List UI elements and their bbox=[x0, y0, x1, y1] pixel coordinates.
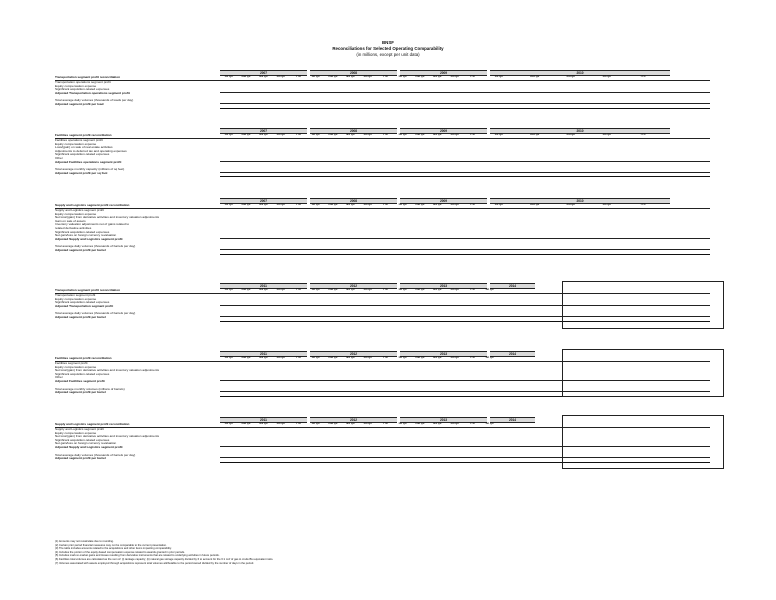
row-label: Total average monthly volumes (millions of barrels) bbox=[55, 386, 125, 391]
quarter-label: 1st Qtr bbox=[398, 288, 407, 291]
quarter-label: 4th Qtr bbox=[450, 288, 460, 291]
section-title: Transportation segment profit reconciliation bbox=[55, 75, 120, 79]
quarter-label: YTD bbox=[382, 75, 388, 78]
quarter-label: 4th Qtr bbox=[363, 75, 373, 78]
year-label: 2012 bbox=[349, 352, 358, 356]
header-rule bbox=[55, 80, 710, 81]
quarter-label: YTD bbox=[382, 422, 388, 425]
quarter-label: 3rd Qtr bbox=[566, 75, 576, 78]
quarter-label: 1st Qtr bbox=[494, 133, 504, 136]
quarter-label: 3rd Qtr bbox=[259, 75, 268, 78]
row-label: Net gain/loss on foreign currency revaluation bbox=[55, 233, 117, 238]
year-label: 2014 bbox=[508, 352, 517, 356]
quarter-label: 1st Qtr bbox=[224, 356, 233, 359]
quarter-label: 3rd Qtr bbox=[346, 356, 355, 359]
year-label: 2010 bbox=[576, 71, 584, 75]
quarter-label: 3rd Qtr bbox=[346, 75, 355, 78]
quarter-label: 4th Qtr bbox=[602, 75, 612, 78]
quarter-label: 4th Qtr bbox=[602, 133, 612, 136]
quarter-label: YTD bbox=[382, 133, 388, 136]
quarter-label: YTD bbox=[295, 422, 301, 425]
quarter-label: 2nd Qtr bbox=[241, 288, 251, 291]
footnote: (1) Amounts may not recalculate due to rounding. bbox=[55, 540, 114, 543]
quarter-label: 3rd Qtr bbox=[259, 356, 268, 359]
bottom-rule bbox=[220, 108, 710, 109]
quarter-label: 4th Qtr bbox=[363, 133, 373, 136]
row-label: Total average monthly capacity (millions of sq feet) bbox=[55, 167, 125, 172]
quarter-label: YTD bbox=[469, 356, 475, 359]
row-label: Facilities operations segment profit bbox=[55, 138, 103, 142]
quarter-label: 2nd Qtr bbox=[415, 356, 425, 359]
row-label: Equity compensation expense bbox=[55, 83, 97, 88]
row-label: Adjusted segment profit per sq foot bbox=[55, 170, 108, 175]
quarter-label: 2nd Qtr bbox=[415, 75, 425, 78]
quarter-label: 1st Qtr bbox=[494, 75, 504, 78]
row-label: Adjusted segment profit per barrel bbox=[55, 390, 106, 395]
total-rule bbox=[220, 103, 710, 104]
total-rule bbox=[220, 238, 710, 239]
quarter-label: YTD bbox=[295, 133, 301, 136]
quarter-label: 1st Qtr bbox=[398, 356, 407, 359]
quarter-label: 4th Qtr bbox=[276, 422, 286, 425]
quarter-label: 4th Qtr bbox=[363, 422, 373, 425]
quarter-label: 3rd Qtr bbox=[433, 133, 442, 136]
row-label: Net gain/loss on foreign currency revaluation bbox=[55, 441, 117, 446]
quarter-label: YTD bbox=[640, 133, 646, 136]
quarter-label: 4th Qtr bbox=[450, 75, 460, 78]
quarter-label: YTD bbox=[469, 75, 475, 78]
row-label: Transportation segment profit bbox=[55, 293, 96, 297]
row-label: Equity compensation expense bbox=[55, 430, 97, 435]
year-label: 2010 bbox=[576, 199, 584, 203]
quarter-label: 1st Qtr bbox=[224, 288, 233, 291]
quarter-label: 2nd Qtr bbox=[328, 422, 338, 425]
row-label: Supply and Logistics segment profit bbox=[55, 427, 104, 431]
quarter-label: 1st Qtr bbox=[398, 75, 407, 78]
footnote: (7) Volumes associated with assets employed through acquisitions represent total volumes attributable to the period owned divided by the number of days in the period. bbox=[55, 561, 254, 565]
quarter-label: YTD bbox=[469, 133, 475, 136]
quarter-label: 4th Qtr bbox=[363, 288, 373, 291]
row-label: Equity compensation expense bbox=[55, 296, 97, 301]
row-label: Significant acquisition-related expenses bbox=[55, 300, 110, 305]
year-label: 2013 bbox=[439, 284, 448, 288]
quarter-label: 1st Qtr bbox=[485, 422, 494, 425]
year-label: 2013 bbox=[439, 352, 448, 356]
quarter-label: YTD bbox=[382, 356, 388, 359]
row-label: Facilities segment profit bbox=[55, 361, 88, 365]
row-label: Adjusted segment profit per barrel bbox=[55, 315, 106, 319]
year-label: 2010 bbox=[576, 129, 584, 133]
quarter-header bbox=[220, 133, 661, 136]
quarter-label: YTD bbox=[295, 203, 301, 206]
year-label: 2007 bbox=[259, 199, 268, 203]
quarter-header bbox=[220, 356, 498, 359]
year-label: 2011 bbox=[260, 418, 267, 422]
year-label: 2009 bbox=[439, 71, 448, 75]
quarter-label: 1st Qtr bbox=[311, 203, 320, 206]
header-rule bbox=[55, 138, 710, 139]
report-title: Reconciliations for Selected Operating Comparability bbox=[332, 46, 444, 51]
quarter-label: 4th Qtr bbox=[276, 203, 286, 206]
total-rule bbox=[220, 161, 710, 162]
quarter-label: 2nd Qtr bbox=[328, 356, 338, 359]
quarter-label: 2nd Qtr bbox=[530, 203, 540, 206]
section-title: Supply and Logistics segment profit reconciliation bbox=[55, 422, 130, 426]
quarter-label: 1st Qtr bbox=[494, 203, 504, 206]
row-label: Significant acquisition-related expenses bbox=[55, 437, 110, 442]
quarter-label: 2nd Qtr bbox=[241, 422, 251, 425]
row-label: Equity compensation expense bbox=[55, 211, 97, 216]
quarter-label: 3rd Qtr bbox=[433, 75, 442, 78]
section-title: Facilities segment profit reconciliation bbox=[55, 133, 112, 137]
year-label: 2014 bbox=[508, 418, 517, 422]
row-label: Net loss/(gain) from derivative activities and inventory valuation adjustments bbox=[55, 368, 160, 373]
row-label: Total average daily volumes (thousands of barrels per day) bbox=[55, 452, 136, 457]
quarter-label: 1st Qtr bbox=[398, 422, 407, 425]
footnote: (4) Includes the portion of the equity-based compensation expense related to awards granted in prior periods. bbox=[55, 550, 185, 554]
quarter-label: 3rd Qtr bbox=[346, 288, 355, 291]
quarter-label: 2nd Qtr bbox=[241, 356, 251, 359]
row-label: Supply and Logistics segment profit bbox=[55, 208, 104, 212]
section-title: Transportation segment profit reconciliation bbox=[55, 288, 120, 292]
quarter-label: 2nd Qtr bbox=[415, 133, 425, 136]
quarter-label: 2nd Qtr bbox=[241, 203, 251, 206]
row-label: Adjusted Supply and Logistics segment profit bbox=[55, 445, 123, 449]
quarter-label: 1st Qtr bbox=[311, 356, 320, 359]
summary-box bbox=[562, 415, 724, 469]
quarter-label: 1st Qtr bbox=[311, 288, 320, 291]
row-label: Adjusted segment profit per load bbox=[55, 102, 104, 106]
quarter-label: 4th Qtr bbox=[276, 288, 286, 291]
quarter-label: 2nd Qtr bbox=[328, 288, 338, 291]
quarter-label: 2nd Qtr bbox=[415, 203, 425, 206]
quarter-label: YTD bbox=[382, 203, 388, 206]
row-label: Loss/(gain) on sale of real estate activities bbox=[55, 145, 113, 150]
quarter-label: 4th Qtr bbox=[363, 203, 373, 206]
quarter-label: YTD bbox=[382, 288, 388, 291]
quarter-label: 3rd Qtr bbox=[433, 356, 442, 359]
section-title: Facilities segment profit reconciliation bbox=[55, 356, 112, 360]
header-rule bbox=[55, 208, 710, 209]
quarter-label: YTD bbox=[295, 75, 301, 78]
quarter-label: 1st Qtr bbox=[398, 133, 407, 136]
total-rule bbox=[220, 249, 710, 250]
quarter-label: 1st Qtr bbox=[224, 203, 233, 206]
year-label: 2007 bbox=[259, 71, 268, 75]
quarter-label: 3rd Qtr bbox=[433, 288, 442, 291]
row-label: Total average daily volumes (thousands of barrels per day) bbox=[55, 311, 136, 316]
quarter-label: 4th Qtr bbox=[276, 133, 286, 136]
quarter-label: 3rd Qtr bbox=[259, 203, 268, 206]
quarter-label: 1st Qtr bbox=[224, 133, 233, 136]
section-title: Supply and Logistics segment profit reconciliation bbox=[55, 203, 130, 207]
quarter-label: 4th Qtr bbox=[276, 356, 286, 359]
row-label: Significant acquisition-related expenses bbox=[55, 229, 110, 234]
quarter-label: 1st Qtr bbox=[398, 203, 407, 206]
row-label: Adjusted segment profit per barrel bbox=[55, 456, 106, 461]
row-label: Net loss/(gain) from derivative activities and inventory valuation adjustments bbox=[55, 215, 160, 220]
quarter-label: 3rd Qtr bbox=[259, 133, 268, 136]
quarter-label: 2nd Qtr bbox=[328, 133, 338, 136]
quarter-label: 3rd Qtr bbox=[566, 133, 576, 136]
summary-box bbox=[562, 281, 724, 329]
quarter-label: 1st Qtr bbox=[311, 133, 320, 136]
row-label: Significant acquisition-related expenses bbox=[55, 87, 110, 92]
footnote: (6) Facilities total volumes are calculated as the sum of: (i) tankage capacity; (ii) natural gas storage capacity divided by 6 to account for the 6:1 mcf of gas to crude Btu equivalent ratio. bbox=[55, 557, 274, 561]
row-label: Total average daily volumes (thousands of loads per day) bbox=[55, 98, 134, 103]
quarter-label: 4th Qtr bbox=[602, 203, 612, 206]
footnote: (2) Certain prior period financial measures may not be comparable to the current presentation. bbox=[55, 543, 167, 547]
year-label: 2011 bbox=[260, 284, 267, 288]
quarter-label: 2nd Qtr bbox=[415, 422, 425, 425]
quarter-label: 4th Qtr bbox=[276, 75, 286, 78]
quarter-label: 3rd Qtr bbox=[259, 288, 268, 291]
year-label: 2012 bbox=[349, 284, 358, 288]
quarter-label: 1st Qtr bbox=[224, 75, 233, 78]
quarter-label: YTD bbox=[295, 356, 301, 359]
year-label: 2009 bbox=[439, 129, 448, 133]
quarter-label: 3rd Qtr bbox=[433, 422, 442, 425]
quarter-label: 3rd Qtr bbox=[259, 422, 268, 425]
row-label: Adjusted Transportation operations segment profit bbox=[55, 90, 130, 95]
bottom-rule bbox=[220, 254, 710, 255]
row-label: Significant acquisition-related expenses bbox=[55, 371, 110, 376]
footnote: (3) The table includes amounts related to the acquisitions and other items impacting comparability. bbox=[55, 547, 172, 551]
quarter-label: 3rd Qtr bbox=[433, 203, 442, 206]
row-label: Adjusted Supply and Logistics segment profit bbox=[55, 236, 123, 241]
quarter-label: YTD bbox=[469, 422, 475, 425]
quarter-label: YTD bbox=[295, 288, 301, 291]
row-label: Adjustments to deferred tax and operating expenses bbox=[55, 148, 127, 153]
row-label: Gain on sale of assets bbox=[55, 218, 86, 223]
quarter-header bbox=[220, 75, 661, 78]
footnotes bbox=[55, 540, 745, 565]
year-label: 2013 bbox=[439, 418, 448, 422]
quarter-label: 3rd Qtr bbox=[346, 422, 355, 425]
quarter-label: 1st Qtr bbox=[311, 75, 320, 78]
footnote: (5) Includes mark-to-market gains and losses resulting from derivative instruments that are related to underlying activities in future periods. bbox=[55, 554, 220, 558]
row-label: Adjusted Transportation segment profit bbox=[55, 303, 114, 308]
quarter-label: YTD bbox=[469, 288, 475, 291]
row-label: related derivative activities bbox=[55, 226, 92, 230]
row-label: Adjusted segment profit per barrel bbox=[55, 248, 106, 252]
quarter-label: 2nd Qtr bbox=[415, 288, 425, 291]
summary-box bbox=[562, 349, 724, 397]
year-label: 2007 bbox=[259, 129, 268, 133]
quarter-label: 1st Qtr bbox=[485, 288, 494, 291]
quarter-label: 2nd Qtr bbox=[530, 133, 540, 136]
row-label: Equity compensation expense bbox=[55, 141, 97, 146]
year-label: 2009 bbox=[439, 199, 448, 203]
quarter-label: YTD bbox=[469, 203, 475, 206]
quarter-label: 4th Qtr bbox=[450, 133, 460, 136]
quarter-header bbox=[220, 288, 498, 291]
quarter-label: 1st Qtr bbox=[311, 422, 320, 425]
row-label: Inventory valuation adjustments net of gains related to bbox=[55, 222, 130, 227]
quarter-header bbox=[220, 203, 661, 206]
quarter-label: 4th Qtr bbox=[450, 356, 460, 359]
bottom-rule bbox=[220, 176, 710, 177]
year-label: 2011 bbox=[260, 352, 267, 356]
year-label: 2008 bbox=[349, 199, 358, 203]
row-label: Adjusted Facilities segment profit bbox=[55, 379, 105, 383]
quarter-label: 4th Qtr bbox=[450, 422, 460, 425]
quarter-label: YTD bbox=[640, 203, 646, 206]
row-label: Net loss/(gain) from derivative activities and inventory valuation adjustments bbox=[55, 434, 160, 439]
year-label: 2008 bbox=[349, 71, 358, 75]
quarter-label: 3rd Qtr bbox=[346, 203, 355, 206]
quarter-label: 3rd Qtr bbox=[346, 133, 355, 136]
row-label: Significant acquisition-related expenses bbox=[55, 152, 110, 157]
year-label: 2012 bbox=[349, 418, 358, 422]
quarter-label: 4th Qtr bbox=[450, 203, 460, 206]
quarter-label: 2nd Qtr bbox=[241, 133, 251, 136]
quarter-label: 3rd Qtr bbox=[566, 203, 576, 206]
quarter-label: 4th Qtr bbox=[363, 356, 373, 359]
quarter-label: 2nd Qtr bbox=[328, 75, 338, 78]
quarter-label: 1st Qtr bbox=[485, 356, 494, 359]
row-label: Other bbox=[55, 156, 63, 160]
report-subtitle: (in millions, except per unit data) bbox=[356, 52, 420, 57]
row-label: Equity compensation expense bbox=[55, 364, 97, 369]
year-label: 2008 bbox=[349, 129, 358, 133]
row-label: Adjusted Facilities operations segment profit bbox=[55, 159, 122, 164]
row-label: Transportation operations segment profit bbox=[55, 80, 111, 84]
company-name: BNSF bbox=[382, 40, 394, 45]
quarter-label: YTD bbox=[640, 75, 646, 78]
quarter-label: 1st Qtr bbox=[224, 422, 233, 425]
year-label: 2014 bbox=[508, 284, 517, 288]
quarter-header bbox=[220, 422, 498, 425]
row-label: Other bbox=[55, 375, 63, 380]
total-rule bbox=[220, 92, 710, 93]
quarter-label: 2nd Qtr bbox=[328, 203, 338, 206]
quarter-label: 2nd Qtr bbox=[241, 75, 251, 78]
total-rule bbox=[220, 172, 710, 173]
row-label: Total average daily volumes (thousands of barrels per day) bbox=[55, 244, 136, 249]
quarter-label: 2nd Qtr bbox=[530, 75, 540, 78]
